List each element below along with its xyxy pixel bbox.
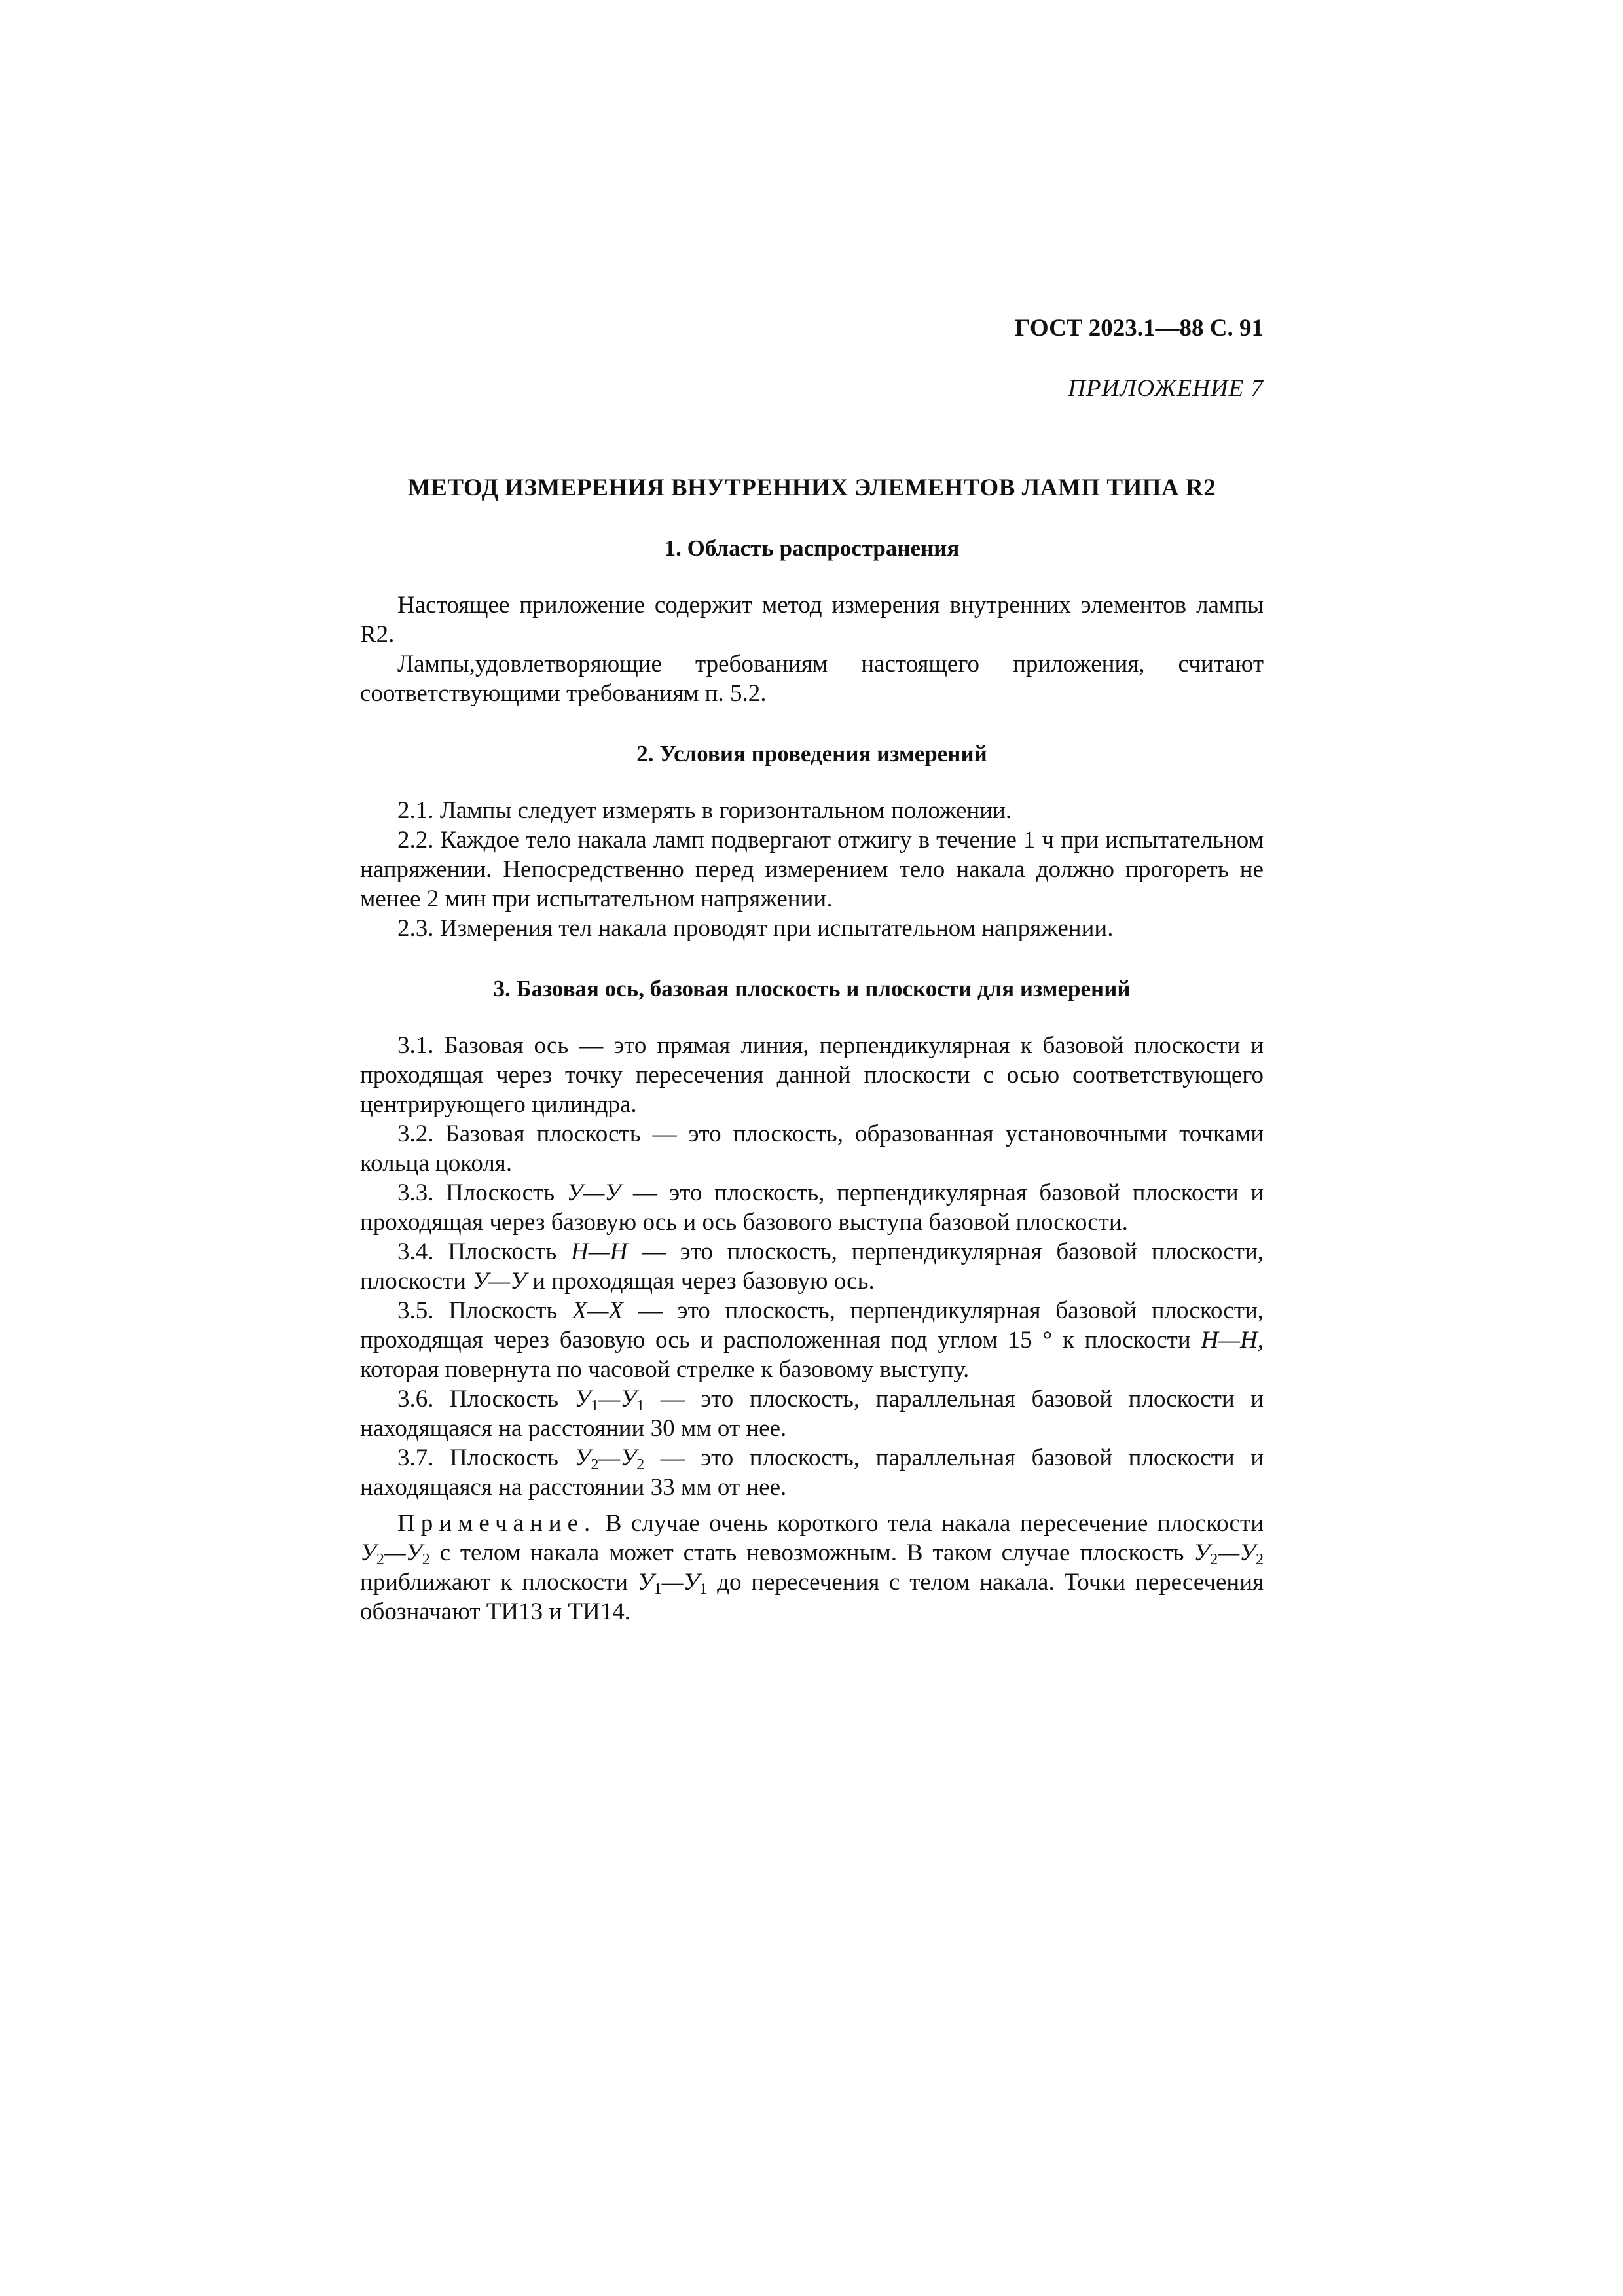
paragraph: 3.5. Плоскость X—X — это плоскость, перпендикулярная базовой плоскости, проходящая через базовую ось и расположенная под углом 15 ° к плоскости Н—Н, которая повернута по часовой стрелке к базовому выступу. bbox=[360, 1297, 1264, 1383]
paragraph: 2.3. Измерения тел накала проводят при испытательном напряжении. bbox=[397, 915, 1114, 942]
paragraph: 3.2. Базовая плоскость — это плоскость, образованная установочными точками кольца цоколя. bbox=[360, 1121, 1264, 1177]
appendix-label: ПРИЛОЖЕНИЕ 7 bbox=[1068, 375, 1264, 402]
section-1-heading: 1. Область распространения bbox=[664, 535, 960, 561]
paragraph: Лампы,удовлетворяющие требованиям настоящего приложения, считают соответствующими требованиям п. 5.2. bbox=[360, 651, 1264, 707]
paragraph: 2.1. Лампы следует измерять в горизонтальном положении. bbox=[397, 797, 1012, 824]
standard-header: ГОСТ 2023.1—88 С. 91 bbox=[1015, 315, 1264, 342]
note-label: Примечание. bbox=[397, 1510, 596, 1537]
section-3-body bbox=[360, 1031, 1264, 1626]
paragraph: 3.6. Плоскость $У_1—У_1$ — это плоскость, параллельная базовой плоскости и находящаяся на расстоянии 30 мм от нее. bbox=[360, 1386, 1264, 1442]
paragraph: 3.3. Плоскость У—У — это плоскость, перпендикулярная базовой плоскости и проходящая через базовую ось и ось базового выступа базовой плоскости. bbox=[360, 1179, 1264, 1236]
paragraph: 3.1. Базовая ось — это прямая линия, перпендикулярная к базовой плоскости и проходящая через точку пересечения данной плоскости с осью соответствующего центрирующего цилиндра. bbox=[360, 1032, 1264, 1118]
section-1-body bbox=[360, 590, 1264, 708]
note-paragraph: Примечание. В случае очень короткого тела накала пересечение плоскости $У_2—У_2$ с телом накала может стать невозможным. В таком случае плоскость $У_2—У_2$ приближают к плоскости $У_1—У_1$ до пересечения с телом накала. Точки пересечения обозначают ТИ13 и ТИ14. bbox=[360, 1510, 1264, 1625]
paragraph: 3.4. Плоскость Н—Н — это плоскость, перпендикулярная базовой плоскости, плоскости У—У и проходящая через базовую ось. bbox=[360, 1238, 1264, 1295]
section-3-heading: 3. Базовая ось, базовая плоскость и плоскости для измерений bbox=[493, 976, 1131, 1001]
document-page bbox=[360, 314, 1264, 1626]
paragraph: 3.7. Плоскость $У_2—У_2$ — это плоскость, параллельная базовой плоскости и находящаяся на расстоянии 33 мм от нее. bbox=[360, 1444, 1264, 1501]
paragraph: Настоящее приложение содержит метод измерения внутренних элементов лампы R2. bbox=[360, 592, 1264, 648]
paragraph: 2.2. Каждое тело накала ламп подвергают отжигу в течение 1 ч при испытательном напряжении. Непосредственно перед измерением тело накала должно прогореть не менее 2 мин при испытательном напряжении. bbox=[360, 827, 1264, 912]
document-title: МЕТОД ИЗМЕРЕНИЯ ВНУТРЕННИХ ЭЛЕМЕНТОВ ЛАМП ТИПА R2 bbox=[407, 475, 1216, 501]
section-2-heading: 2. Условия проведения измерений bbox=[636, 741, 987, 766]
section-2-body bbox=[360, 796, 1264, 943]
